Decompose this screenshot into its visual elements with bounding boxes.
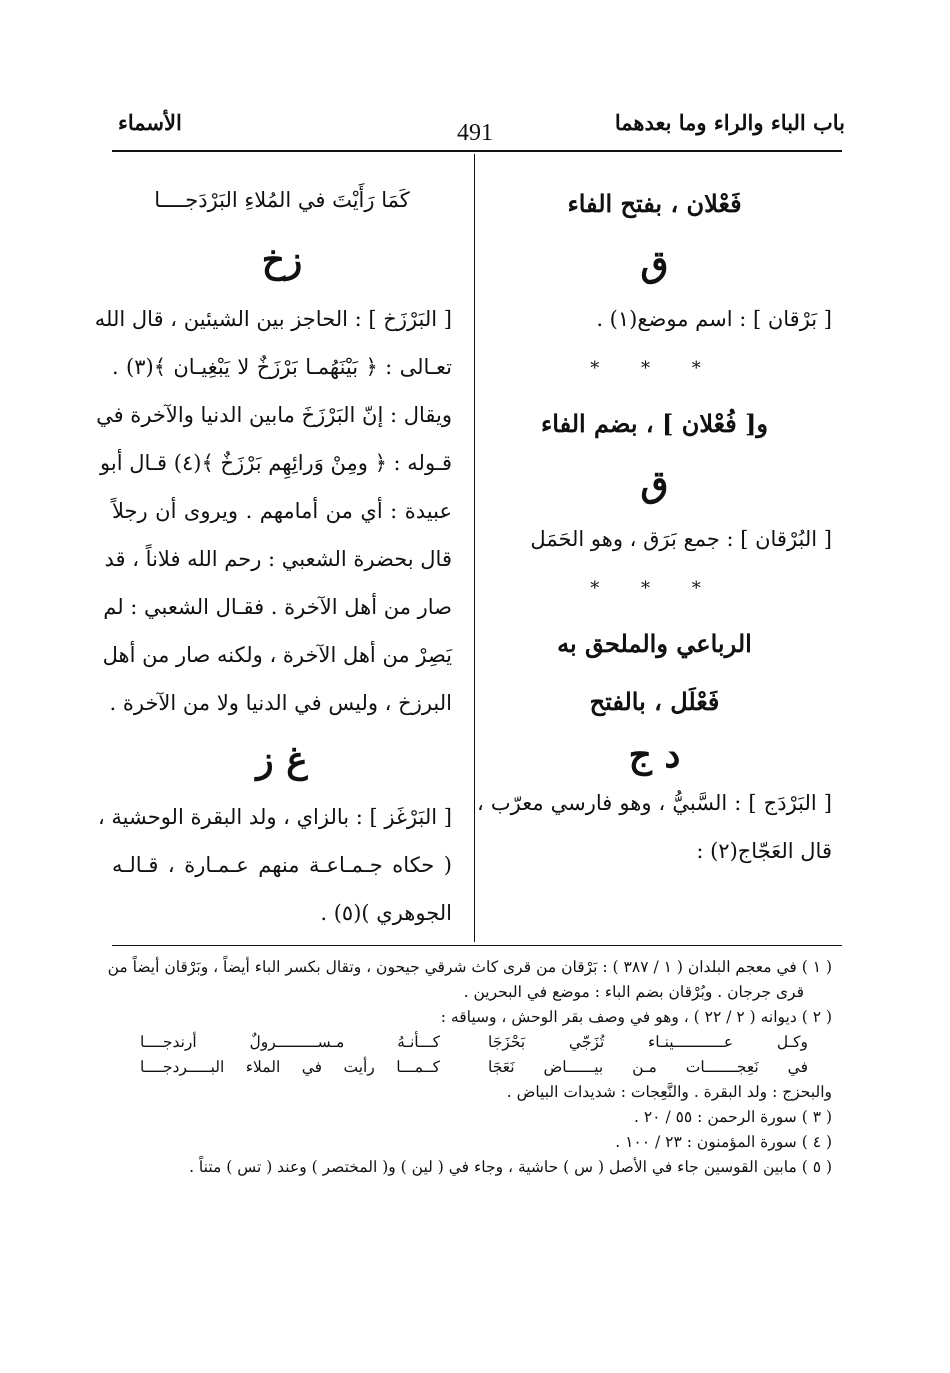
chapter-title: باب الباء والراء وما بعدهما <box>614 110 845 135</box>
entry-text-line: عبيدة : أي من أمامهم . ويروى أن رجلاً <box>112 499 452 523</box>
entry-text-line: ( حكاه جـمـاعـة منهم عـمـارة ، قـالـه <box>112 853 452 877</box>
footnote-divider <box>112 945 842 946</box>
footnote-gloss: والبحزج : ولد البقرة . والنَّعِجات : شديدات البياض . <box>506 1083 832 1101</box>
section-heading: الرباعي والملحق به <box>557 629 752 658</box>
verse-line: كَمَا رَأَيْتَ في المُلاءِ البَرْدَجــــا <box>154 188 410 212</box>
root-letters-heading: د ج <box>628 734 681 776</box>
right-column <box>477 175 832 875</box>
entry-text-line: [ البَرْغَز ] : بالزاي ، ولد البقرة الوحشية ، <box>97 805 452 829</box>
root-letters-heading: غ ز <box>256 739 308 781</box>
entry-text-line: يَصِرْ من أهل الآخرة ، ولكنه صار من أهل <box>102 643 452 667</box>
column-divider <box>474 154 475 942</box>
left-column <box>94 175 452 937</box>
entry-text-line: قال العَجّاج(٢) : <box>696 839 832 863</box>
entry-text-line: [ البَرْدَج ] : السَّبيُّ ، وهو فارسي معرّب ، <box>477 791 832 815</box>
entry-text-line: الجوهري )(٥) . <box>320 901 452 925</box>
footnote-continuation: قرى جرجان . وبُرْقان بضم الباء : موضع في البحرين . <box>463 983 804 1001</box>
footnote: ( ٢ ) ديوانه ( ٢ / ٢٢ ) ، وهو في وصف بقر الوحش ، وسياقه : <box>440 1008 832 1026</box>
entry-text-line: [ البَرْزَخ ] : الحاجز بين الشيئين ، قال الله <box>94 307 452 331</box>
pattern-heading: فَعْلَل ، بالفتح <box>589 687 720 716</box>
footnote: ( ٥ ) مابين القوسين جاء في الأصل ( س ) حاشية ، وجاء في ( لين ) و( المختصر ) وعند ( تس ) متناً . <box>189 1158 832 1176</box>
root-letters-heading: ق <box>640 463 669 505</box>
entry-text-line: صار من أهل الآخرة . فقـال الشعبي : لم <box>103 595 452 619</box>
root-letters-heading: ق <box>640 243 669 285</box>
entry-text-line: تعـالى : ﴿ بَيْنَهُمـا بَرْزَخٌ لا يَبْغِيـان ﴾(٣) . <box>112 355 452 379</box>
entry-text: [ البُرْقان ] : جمع بَرَق ، وهو الحَمَل <box>530 527 832 551</box>
section-title: الأسماء <box>118 110 182 135</box>
pattern-heading: فَعْلان ، بفتح الفاء <box>567 189 742 218</box>
footnote: ( ١ ) في معجم البلدان ( ١ / ٣٨٧ ) : بَرْقان من قرى كاث شرقي جيحون ، وتقال بكسر الباء أيضاً ، وبَرْقان أيضاً من <box>107 958 832 976</box>
root-letters-heading: زخ <box>261 239 303 281</box>
header-divider <box>112 150 842 152</box>
verse-hemistich: في نَعِجـــــــات مـن بيــــــاض نَعَجَا <box>488 1058 808 1076</box>
footnote-verse-row <box>110 1055 832 1080</box>
footnote-verse-row <box>110 1030 832 1055</box>
footnote: ( ٣ ) سورة الرحمن : ٥٥ / ٢٠ . <box>634 1108 832 1126</box>
entry-text-line: قـوله : ﴿ ومِنْ وَرائِهِم بَرْزَخٌ ﴾(٤) قـال أبو <box>100 451 452 475</box>
footnote: ( ٤ ) سورة المؤمنون : ٢٣ / ١٠٠ . <box>615 1133 832 1151</box>
verse-hemistich: كــمـــا رأيت في الملاء البـــــردجــــا <box>140 1058 440 1076</box>
entry-text-line: قال بحضرة الشعبي : رحم الله فلاناً ، قد <box>104 547 452 571</box>
verse-hemistich: كـــأنـهُ مـســـــــــرولٌ أرندجــــا <box>140 1033 440 1051</box>
footnotes <box>107 955 832 1180</box>
entry-text-line: البرزخ ، وليس في الدنيا ولا من الآخرة . <box>109 691 452 715</box>
entry-text: [ بَرْقان ] : اسم موضع(١) . <box>596 307 832 331</box>
verse-hemistich: وكـل عـــــــــــينـاء تُزَجّي بَحْزَجَا <box>488 1033 808 1051</box>
page-number: 491 <box>457 120 493 146</box>
pattern-heading: و[ فُعْلان ] ، بضم الفاء <box>540 409 768 438</box>
section-separator: * * * <box>590 358 719 379</box>
section-separator: * * * <box>590 578 719 599</box>
entry-text-line: ويقال : إنّ البَرْزَخَ مابين الدنيا والآخرة في <box>96 403 452 427</box>
